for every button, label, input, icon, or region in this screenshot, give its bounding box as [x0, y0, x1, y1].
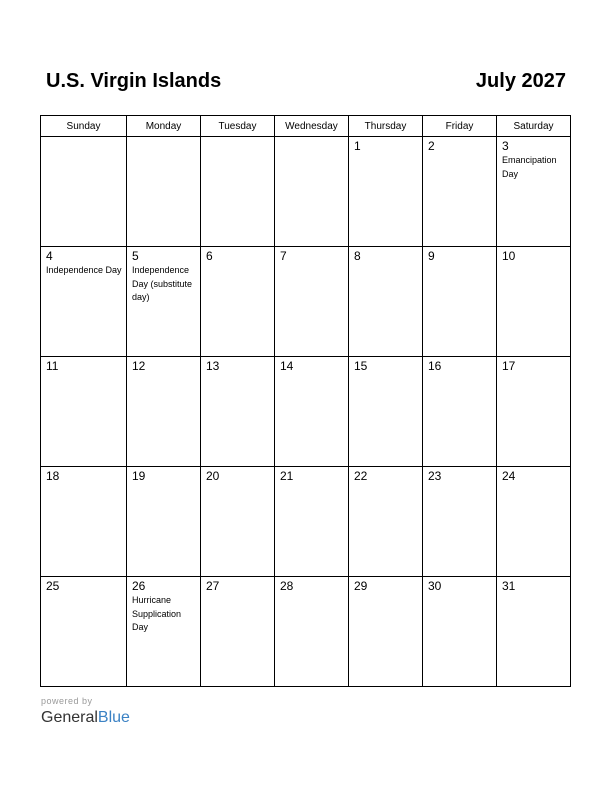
calendar-week-row	[41, 137, 571, 247]
calendar-header	[40, 70, 566, 100]
calendar-week-row	[41, 577, 571, 687]
weekday-header: Thursday	[349, 116, 423, 137]
powered-by-text: powered by	[41, 696, 93, 706]
weekday-header: Wednesday	[275, 116, 349, 137]
calendar-day-cell	[423, 467, 497, 577]
calendar-day-cell	[423, 137, 497, 247]
day-number: 9	[428, 249, 435, 263]
calendar-day-cell	[275, 247, 349, 357]
calendar-day-cell	[41, 357, 127, 467]
day-number: 29	[354, 579, 368, 593]
day-number: 5	[132, 249, 139, 263]
calendar-day-cell	[349, 577, 423, 687]
weekday-header-row	[41, 116, 571, 137]
calendar-day-cell	[127, 247, 201, 357]
calendar-day-cell	[423, 247, 497, 357]
calendar-day-cell	[349, 247, 423, 357]
day-number: 25	[46, 579, 60, 593]
calendar-week-row	[41, 467, 571, 577]
calendar-day-cell	[497, 137, 571, 247]
calendar-day-cell	[41, 467, 127, 577]
footer	[41, 696, 130, 728]
day-number	[275, 137, 348, 140]
day-number	[201, 137, 274, 140]
day-number: 31	[502, 579, 516, 593]
calendar-day-cell	[127, 467, 201, 577]
calendar-day-cell	[349, 467, 423, 577]
day-number: 28	[280, 579, 294, 593]
weekday-header: Monday	[127, 116, 201, 137]
calendar-day-cell	[201, 467, 275, 577]
day-number: 6	[206, 249, 213, 263]
brand-logo	[41, 708, 130, 728]
region-title: U.S. Virgin Islands	[46, 70, 222, 92]
brand-general-text: General	[41, 709, 98, 726]
calendar-body	[41, 137, 571, 687]
day-number: 16	[428, 359, 442, 373]
calendar-grid	[40, 115, 571, 687]
day-number: 19	[132, 469, 146, 483]
day-number	[127, 137, 200, 140]
calendar-day-cell	[41, 577, 127, 687]
day-number: 13	[206, 359, 220, 373]
calendar-day-cell	[127, 357, 201, 467]
day-number: 20	[206, 469, 220, 483]
day-number: 17	[502, 359, 516, 373]
weekday-header: Sunday	[41, 116, 127, 137]
day-number: 15	[354, 359, 368, 373]
holiday-label: Hurricane Supplication Day	[132, 595, 182, 632]
brand-blue-text: Blue	[97, 709, 130, 726]
calendar-day-cell	[275, 577, 349, 687]
calendar-week-row	[41, 357, 571, 467]
calendar-day-cell	[497, 467, 571, 577]
day-number: 26	[132, 579, 146, 593]
calendar-day-cell	[349, 137, 423, 247]
day-number: 10	[502, 249, 516, 263]
weekday-header: Saturday	[497, 116, 571, 137]
calendar-day-cell	[41, 137, 127, 247]
calendar-day-cell	[127, 577, 201, 687]
calendar-day-cell	[275, 357, 349, 467]
day-number: 24	[502, 469, 516, 483]
day-number: 27	[206, 579, 220, 593]
calendar-day-cell	[201, 137, 275, 247]
calendar-day-cell	[497, 577, 571, 687]
calendar-day-cell	[275, 467, 349, 577]
day-number: 14	[280, 359, 294, 373]
month-title: July 2027	[475, 70, 566, 92]
day-number: 23	[428, 469, 442, 483]
day-number: 30	[428, 579, 442, 593]
calendar-week-row	[41, 247, 571, 357]
calendar-day-cell	[275, 137, 349, 247]
day-number: 22	[354, 469, 368, 483]
day-number: 1	[354, 139, 361, 153]
day-number: 7	[280, 249, 287, 263]
weekday-header: Friday	[423, 116, 497, 137]
calendar-day-cell	[127, 137, 201, 247]
day-number: 11	[46, 359, 59, 373]
calendar-day-cell	[349, 357, 423, 467]
day-number: 18	[46, 469, 60, 483]
calendar-day-cell	[41, 247, 127, 357]
day-number: 2	[428, 139, 435, 153]
day-number	[41, 137, 126, 140]
holiday-label: Independence Day (substitute day)	[132, 265, 193, 302]
calendar-day-cell	[423, 357, 497, 467]
calendar-day-cell	[201, 357, 275, 467]
calendar-day-cell	[497, 357, 571, 467]
day-number: 3	[502, 139, 509, 153]
day-number: 21	[280, 469, 294, 483]
calendar-day-cell	[201, 247, 275, 357]
weekday-header: Tuesday	[201, 116, 275, 137]
day-number: 12	[132, 359, 146, 373]
holiday-label: Emancipation Day	[502, 155, 557, 179]
day-number: 8	[354, 249, 361, 263]
holiday-label: Independence Day	[46, 265, 122, 275]
calendar-day-cell	[423, 577, 497, 687]
day-number: 4	[46, 249, 53, 263]
calendar-day-cell	[201, 577, 275, 687]
calendar-day-cell	[497, 247, 571, 357]
